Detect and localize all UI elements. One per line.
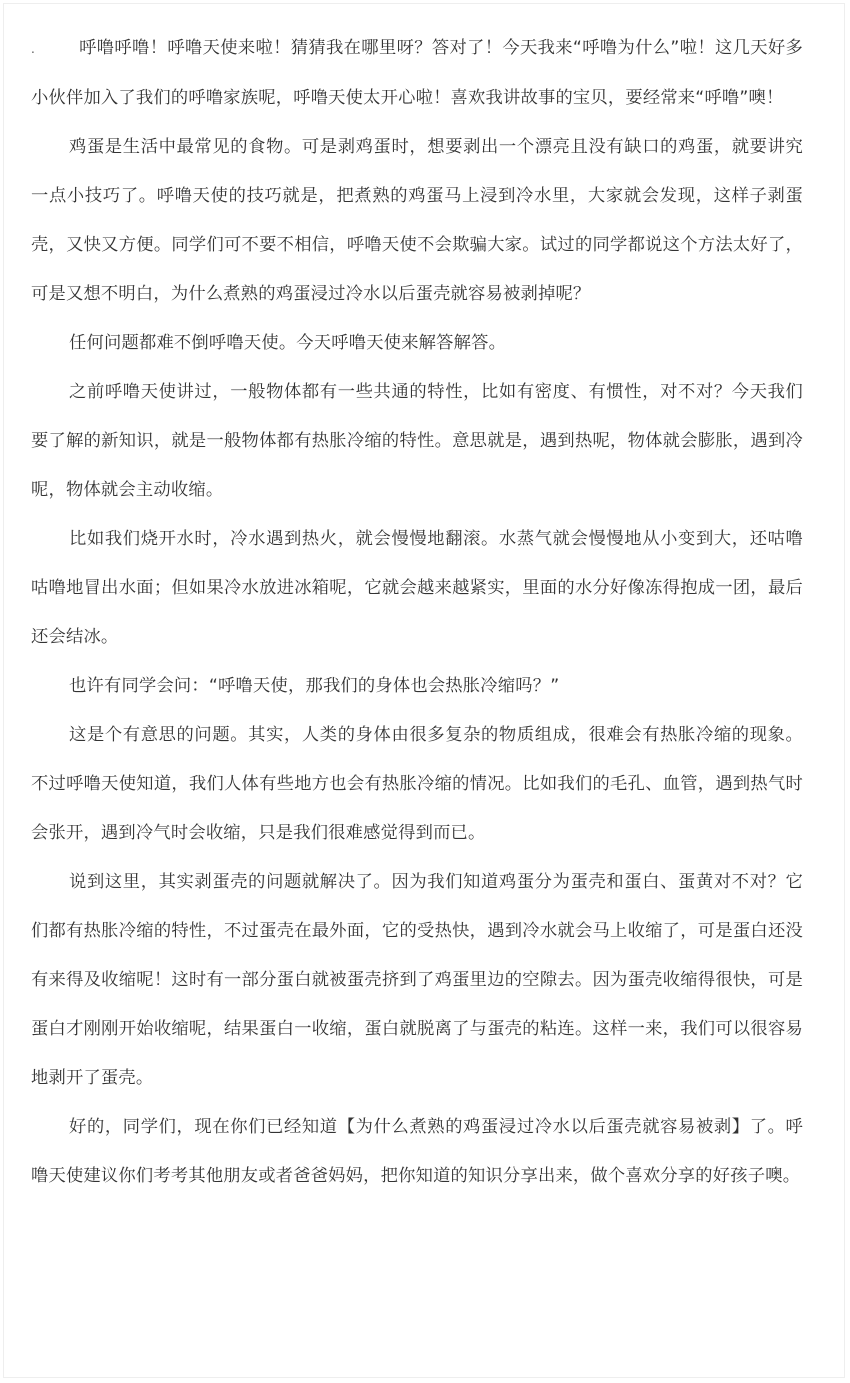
article-paragraph: 说到这里，其实剥蛋壳的问题就解决了。因为我们知道鸡蛋分为蛋壳和蛋白、蛋黄对不对？它们都有热胀冷缩的特性，不过蛋壳在最外面，它的受热快，遇到冷水就会马上收缩了，可是蛋白还没有来得及收缩呢！这时有一部分蛋白就被蛋壳挤到了鸡蛋里边的空隙去。因为蛋壳收缩得很快，可是蛋白才刚刚开始收缩呢，结果蛋白一收缩，蛋白就脱离了与蛋壳的粘连。这样一来，我们可以很容易地剥开了蛋壳。 [31,872,803,1088]
article-body [31,24,803,1201]
article-paragraph: 比如我们烧开水时，冷水遇到热火，就会慢慢地翻滚。水蒸气就会慢慢地从小变到大，还咕噜咕噜地冒出水面；但如果冷水放进冰箱呢，它就会越来越紧实，里面的水分好像冻得抱成一团，最后还会结冰。 [31,529,803,647]
article-paragraph: 这是个有意思的问题。其实，人类的身体由很多复杂的物质组成，很难会有热胀冷缩的现象。不过呼噜天使知道，我们人体有些地方也会有热胀冷缩的情况。比如我们的毛孔、血管，遇到热气时会张开，遇到冷气时会收缩，只是我们很难感觉得到而已。 [31,725,803,843]
article-paragraph: 也许有同学会问：“呼噜天使，那我们的身体也会热胀冷缩吗？” [69,676,560,696]
article-paragraph: 好的，同学们，现在你们已经知道【为什么煮熟的鸡蛋浸过冷水以后蛋壳就容易被剥】了。呼噜天使建议你们考考其他朋友或者爸爸妈妈，把你知道的知识分享出来，做个喜欢分享的好孩子噢。 [31,1117,803,1186]
article-paragraph: 之前呼噜天使讲过，一般物体都有一些共通的特性，比如有密度、有惯性，对不对？今天我们要了解的新知识，就是一般物体都有热胀冷缩的特性。意思就是，遇到热呢，物体就会膨胀，遇到冷呢，物体就会主动收缩。 [31,382,803,500]
article-paragraph-intro [31,24,803,123]
lead-mark: . [31,42,36,56]
article-page [3,3,845,1378]
paragraph-text: 呼噜呼噜！呼噜天使来啦！猜猜我在哪里呀？答对了！今天我来“呼噜为什么”啦！这几天好多小伙伴加入了我们的呼噜家族呢，呼噜天使太开心啦！喜欢我讲故事的宝贝，要经常来“呼噜”噢！ [31,38,803,108]
article-paragraph: 鸡蛋是生活中最常见的食物。可是剥鸡蛋时，想要剥出一个漂亮且没有缺口的鸡蛋，就要讲究一点小技巧了。呼噜天使的技巧就是，把煮熟的鸡蛋马上浸到冷水里，大家就会发现，这样子剥蛋壳，又快又方便。同学们可不要不相信，呼噜天使不会欺骗大家。试过的同学都说这个方法太好了，可是又想不明白，为什么煮熟的鸡蛋浸过冷水以后蛋壳就容易被剥掉呢？ [31,137,803,304]
article-paragraph: 任何问题都难不倒呼噜天使。今天呼噜天使来解答解答。 [69,333,507,353]
